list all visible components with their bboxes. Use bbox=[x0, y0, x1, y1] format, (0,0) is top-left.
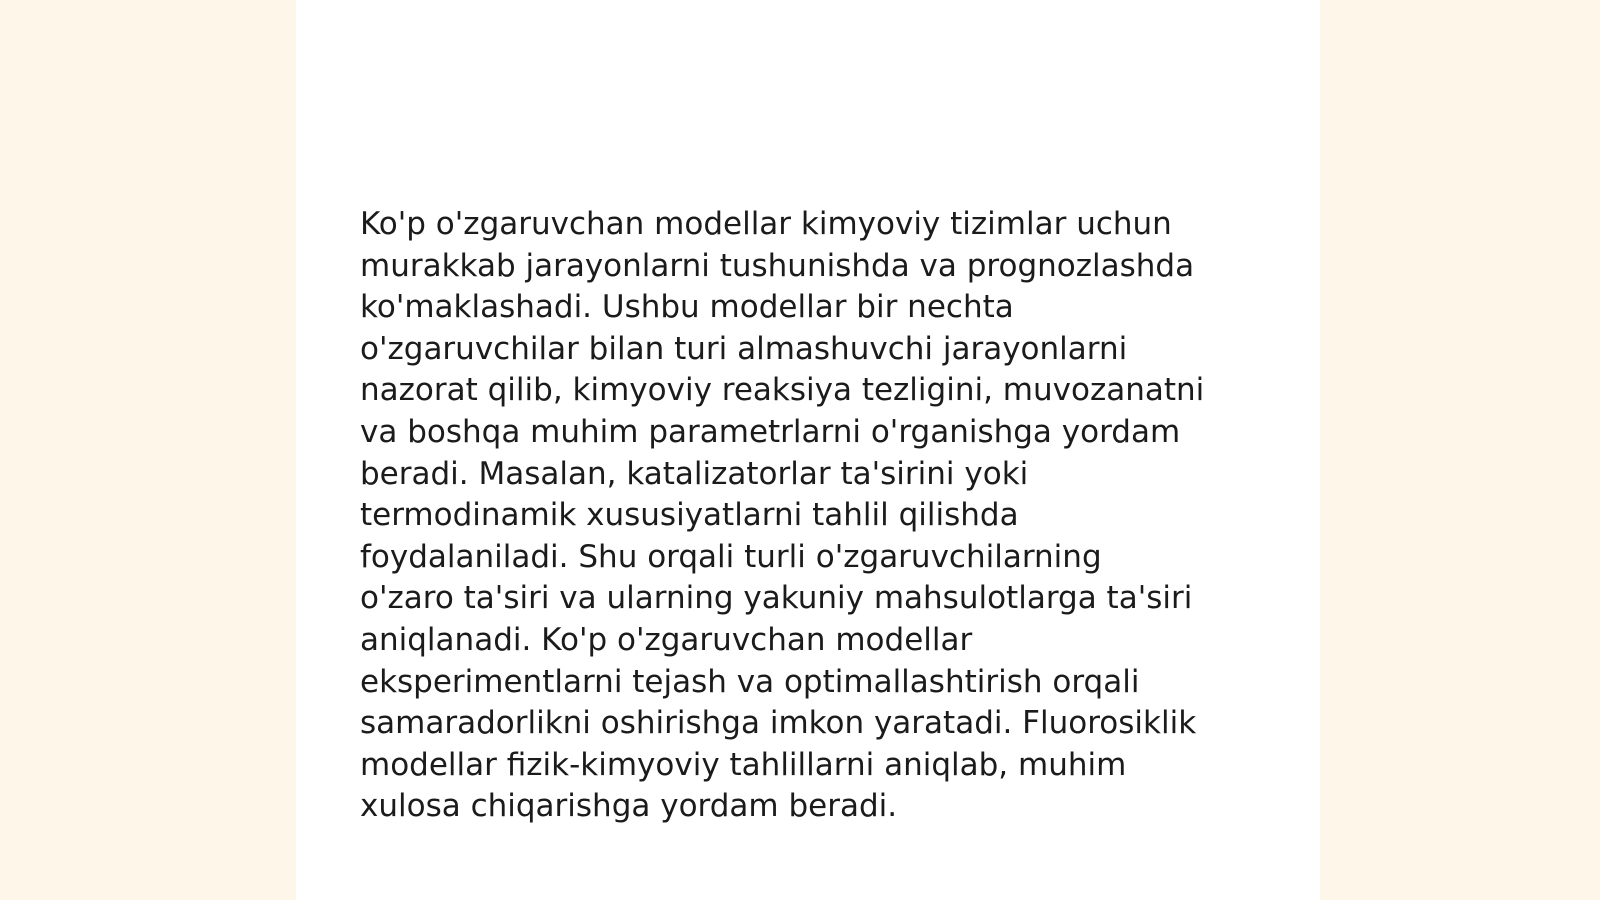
body-paragraph: Ko'p o'zgaruvchan modellar kimyoviy tizimlar uchun murakkab jarayonlarni tushunishda va prognozlashda ko'maklashadi. Ushbu modellar bir nechta o'zgaruvchilar bilan turi almashuvchi jarayonlarni nazorat qilib, kimyoviy reaksiya tezligini, muvozanatni va boshqa muhim parametrlarni o'rganishga yordam beradi. Masalan, katalizatorlar ta'sirini yoki termodinamik xususiyatlarni tahlil qilishda foydalaniladi. Shu orqali turli o'zgaruvchilarning o'zaro ta'siri va ularning yakuniy mahsulotlarga ta'siri aniqlanadi. Ko'p o'zgaruvchan modellar eksperimentlarni tejash va optimallashtirish orqali samaradorlikni oshirishga imkon yaratadi. Fluorosiklik modellar fizik-kimyoviy tahlillarni aniqlab, muhim xulosa chiqarishga yordam beradi. bbox=[360, 206, 1205, 825]
document-page bbox=[296, 0, 1320, 900]
